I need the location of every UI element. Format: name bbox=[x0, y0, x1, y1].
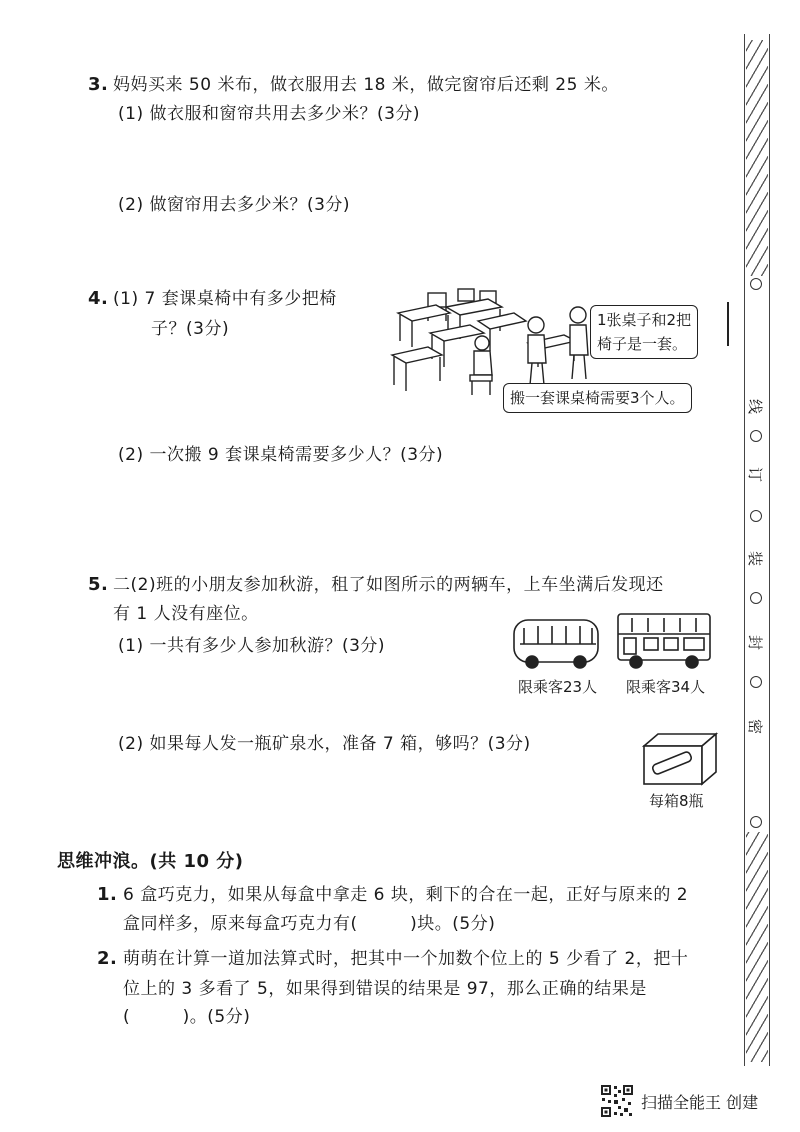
strip-char-feng: 封 bbox=[746, 634, 765, 651]
box-caption: 每箱8瓶 bbox=[649, 792, 704, 810]
qr-code-icon bbox=[600, 1084, 634, 1118]
binding-ring bbox=[750, 430, 762, 442]
small-bus-icon bbox=[510, 614, 602, 672]
challenge-question-2-line-3: ( )。(5分) bbox=[123, 1007, 251, 1027]
challenge-question-2-number: 2. bbox=[97, 948, 118, 969]
divider-mark bbox=[727, 302, 729, 346]
question-5-line-1: 二(2)班的小朋友参加秋游，租了如图所示的两辆车，上车坐满后发现还 bbox=[113, 575, 664, 595]
watermark-text: 扫描全能王 创建 bbox=[641, 1093, 759, 1112]
question-5-line-2: 有 1 人没有座位。 bbox=[113, 604, 259, 624]
binding-strip bbox=[744, 34, 770, 1066]
strip-char-ding: 订 bbox=[746, 466, 765, 483]
question-5-part-2: (2) 如果每人发一瓶矿泉水，准备 7 箱，够吗？(3分) bbox=[118, 734, 531, 754]
strip-char-line: 线 bbox=[746, 398, 765, 415]
speech-bubble-line-1: 1张桌子和2把 bbox=[597, 311, 692, 329]
binding-ring bbox=[750, 816, 762, 828]
question-3-part-2: (2) 做窗帘用去多少米？(3分) bbox=[118, 195, 351, 215]
question-3-number: 3. bbox=[88, 74, 109, 95]
speech-bubble-desk-set bbox=[590, 305, 698, 359]
water-bottle-box-icon bbox=[642, 730, 720, 786]
speech-bubble-line-2: 椅子是一套。 bbox=[597, 335, 688, 353]
question-3-text: 妈妈买来 50 米布，做衣服用去 18 米，做完窗帘后还剩 25 米。 bbox=[113, 75, 619, 95]
strip-right-border bbox=[769, 34, 770, 1066]
binding-ring bbox=[750, 278, 762, 290]
challenge-question-1-line-1: 6 盒巧克力，如果从每盒中拿走 6 块，剩下的合在一起，正好与原来的 2 bbox=[123, 885, 689, 905]
challenge-question-1-line-2: 盒同样多，原来每盒巧克力有( )块。(5分) bbox=[123, 914, 496, 934]
challenge-question-1-number: 1. bbox=[97, 884, 118, 905]
question-4-part-1-line-2: 子？(3分) bbox=[151, 319, 230, 339]
bus-2-caption: 限乘客34人 bbox=[626, 678, 706, 696]
question-5-part-1: (1) 一共有多少人参加秋游？(3分) bbox=[118, 636, 386, 656]
strip-char-mi: 密 bbox=[746, 718, 765, 735]
question-5-number: 5. bbox=[88, 574, 109, 595]
bus-1-caption: 限乘客23人 bbox=[518, 678, 598, 696]
question-3-part-1: (1) 做衣服和窗帘共用去多少米？(3分) bbox=[118, 104, 421, 124]
binding-ring bbox=[750, 510, 762, 522]
challenge-question-2-line-2: 位上的 3 多看了 5，如果得到错误的结果是 97，那么正确的结果是 bbox=[123, 979, 647, 999]
question-4-number: 4. bbox=[88, 288, 109, 309]
binding-ring bbox=[750, 592, 762, 604]
question-4-part-2: (2) 一次搬 9 套课桌椅需要多少人？(3分) bbox=[118, 445, 444, 465]
binding-ring bbox=[750, 676, 762, 688]
hatch-band-bottom bbox=[746, 832, 768, 1062]
speech-bubble-carry-text: 搬一套课桌椅需要3个人。 bbox=[510, 389, 685, 407]
question-4-part-1-line-1: (1) 7 套课桌椅中有多少把椅 bbox=[113, 289, 337, 309]
speech-bubble-carry bbox=[503, 383, 692, 413]
challenge-question-2-line-1: 萌萌在计算一道加法算式时，把其中一个加数个位上的 5 少看了 2，把十 bbox=[123, 949, 689, 969]
hatch-band-top bbox=[746, 40, 768, 276]
strip-char-zhuang: 装 bbox=[746, 550, 765, 567]
challenge-section-title: 思维冲浪。(共 10 分) bbox=[57, 851, 244, 872]
double-decker-bus-icon bbox=[614, 608, 714, 672]
